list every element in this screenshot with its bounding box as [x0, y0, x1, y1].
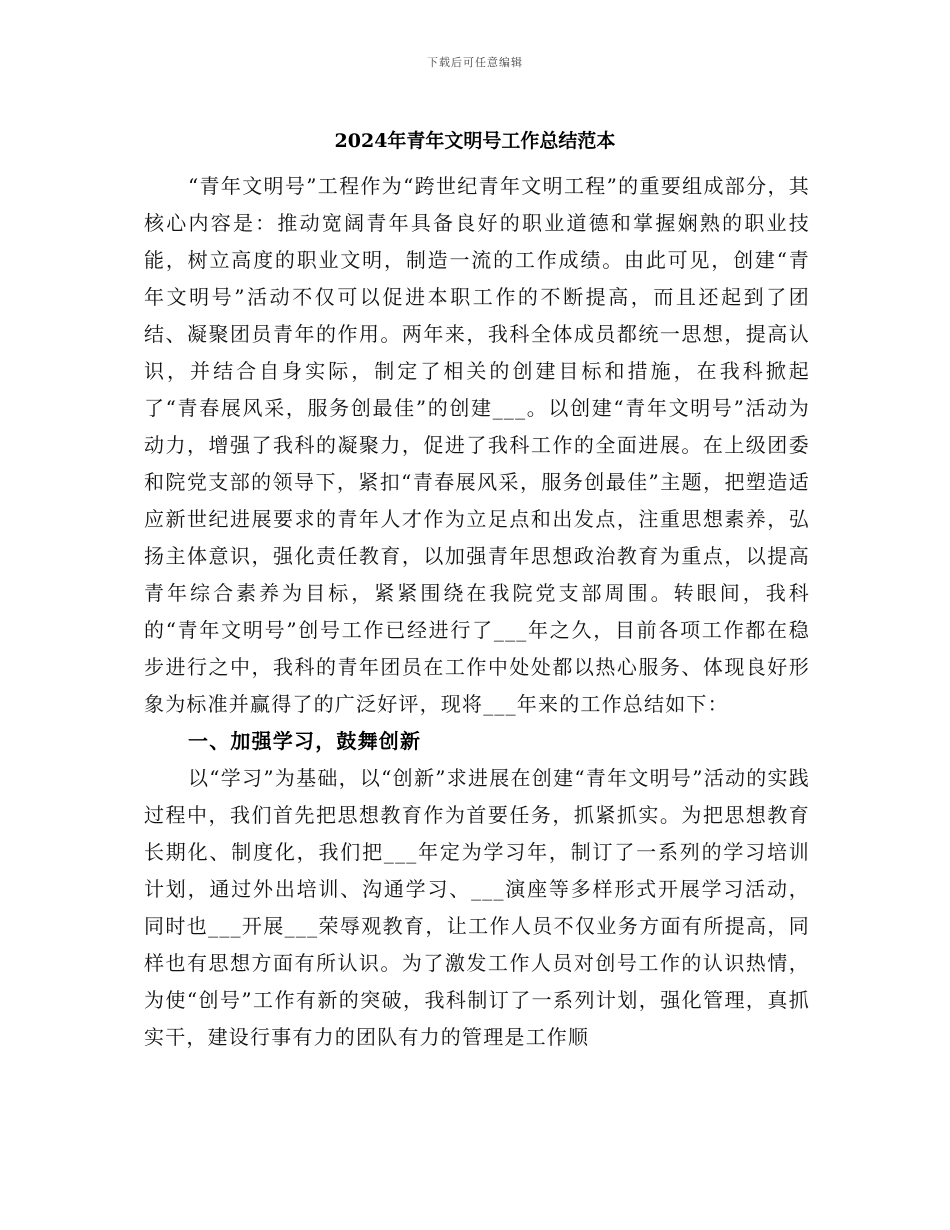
document-title: 2024年青年文明号工作总结范本 [334, 130, 616, 152]
header-note: 下载后可任意编辑 [427, 56, 523, 69]
body-paragraph: 以“学习”为基础，以“创新”求进展在创建“青年文明号”活动的实践过程中，我们首先把思想教育作为首要任务，抓紧抓实。为把思想教育长期化、制度化，我们把___年定为学习年，制订了一系列的学习培训计划，通过外出培训、沟通学习、___演座等多样形式开展学习活动，同时也___开展___荣辱观教育，让工作人员不仅业务方面有所提高，同样也有思想方面有所认识。为了激发工作人员对创号工作的认识热情，为使“创号”工作有新的突破，我科制订了一系列计划，强化管理，真抓实干，建设行事有力的团队有力的管理是工作顺 [144, 766, 810, 1049]
section-heading: 一、加强学习，鼓舞创新 [188, 729, 422, 753]
document-body [144, 168, 810, 1056]
body-paragraph: “青年文明号”工程作为“跨世纪青年文明工程”的重要组成部分，其核心内容是：推动宽阔青年具备良好的职业道德和掌握娴熟的职业技能，树立高度的职业文明，制造一流的工作成绩。由此可见，创建“青年文明号”活动不仅可以促进本职工作的不断提高，而且还起到了团结、凝聚团员青年的作用。两年来，我科全体成员都统一思想，提高认识，并结合自身实际，制定了相关的创建目标和措施，在我科掀起了“青春展风采，服务创最佳”的创建___。以创建“青年文明号”活动为动力，增强了我科的凝聚力，促进了我科工作的全面进展。在上级团委和院党支部的领导下，紧扣“青春展风采，服务创最佳”主题，把塑造适应新世纪进展要求的青年人才作为立足点和出发点，注重思想素养，弘扬主体意识，强化责任教育，以加强青年思想政治教育为重点，以提高青年综合素养为目标，紧紧围绕在我院党支部周围。转眼间，我科的“青年文明号”创号工作已经进行了___年之久，目前各项工作都在稳步进行之中，我科的青年团员在工作中处处都以热心服务、体现良好形象为标准并赢得了的广泛好评，现将___年来的工作总结如下： [144, 174, 810, 716]
